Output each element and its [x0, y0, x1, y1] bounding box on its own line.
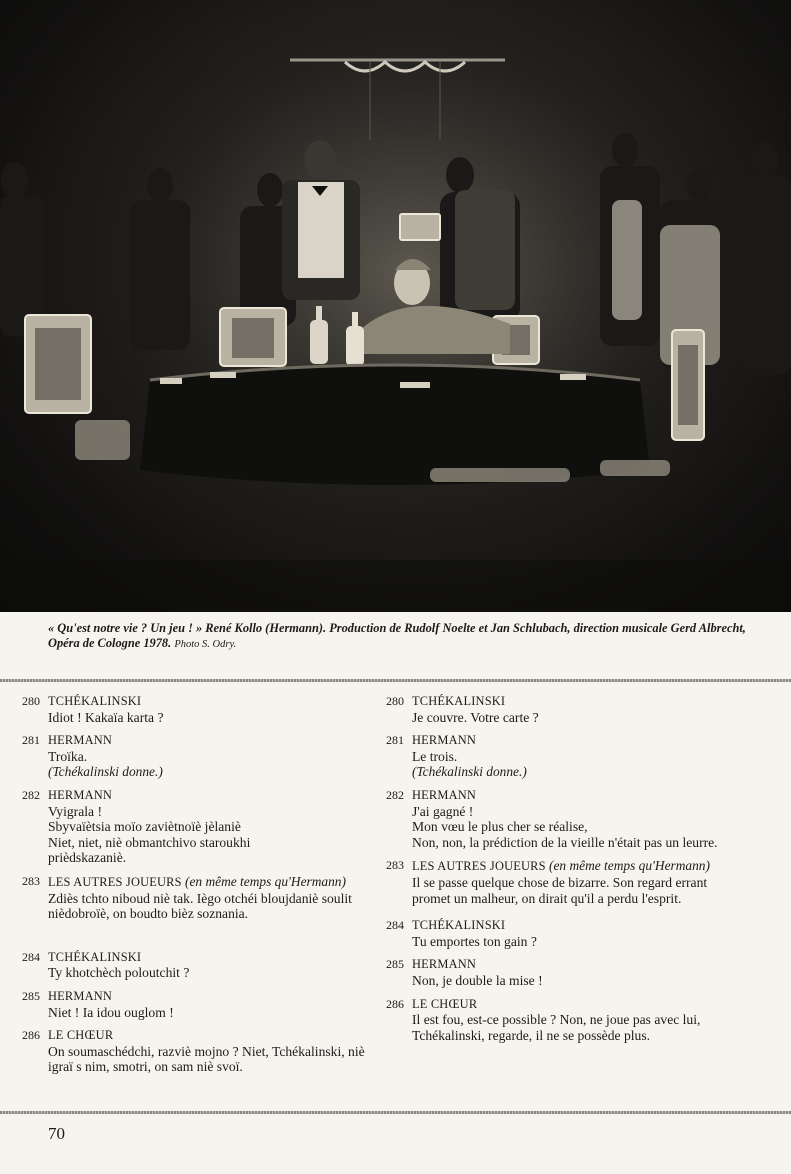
- libretto-entry: [386, 733, 746, 780]
- caption-text: « Qu'est notre vie ? Un jeu ! » René Kollo (Hermann). Production de Rudolf Noelte et Jan Schlubach, direction musicale Gerd Albrecht, Opéra de Cologne 1978.: [48, 621, 746, 650]
- speaker: LES AUTRES JOUEURS: [412, 859, 550, 874]
- libretto-entry: [22, 989, 382, 1020]
- sung-line: Non, je double la mise !: [412, 972, 543, 988]
- speaker: HERMANN: [412, 733, 477, 748]
- sung-line: Mon vœu le plus cher se réalise,: [412, 819, 588, 835]
- stage-direction: (en même temps qu'Hermann): [185, 873, 346, 889]
- sung-line: Ty khotchèch poloutchit ?: [48, 965, 190, 981]
- libretto-entry: [22, 733, 382, 780]
- photo-caption: [48, 621, 748, 652]
- line-number: 283: [386, 858, 404, 873]
- line-number: 280: [22, 694, 40, 708]
- sung-line: prièdskazaniè.: [48, 850, 127, 866]
- sung-line: Zdiès tchto niboud niè tak. Iègo otchéi bloujdaniè soulit nièdobroïè, on boudto bièz soznania.: [48, 890, 352, 922]
- sung-line: Non, non, la prédiction de la vieille n'était pas un leurre.: [412, 834, 718, 850]
- speaker: LE CHŒUR: [48, 1028, 114, 1043]
- libretto-entry: [22, 950, 382, 981]
- speaker: TCHÉKALINSKI: [48, 694, 142, 708]
- libretto-entry: [386, 788, 746, 850]
- line-number: 281: [386, 733, 404, 748]
- line-number: 286: [22, 1028, 40, 1043]
- speaker: TCHÉKALINSKI: [412, 694, 506, 708]
- speaker: HERMANN: [48, 988, 113, 1003]
- line-number: 280: [386, 694, 404, 708]
- stage-direction: (en même temps qu'Hermann): [549, 858, 710, 874]
- libretto-entry: [22, 1028, 382, 1075]
- line-number: 282: [22, 787, 40, 802]
- speaker: LE CHŒUR: [412, 996, 478, 1011]
- speaker: HERMANN: [412, 957, 477, 972]
- speaker: TCHÉKALINSKI: [412, 918, 506, 933]
- line-number: 284: [386, 918, 404, 933]
- libretto-column-translation: [386, 694, 746, 1051]
- line-number: 283: [22, 873, 40, 888]
- sung-line: J'ai gagné !: [412, 803, 474, 819]
- sung-line: Le trois.: [412, 748, 458, 764]
- libretto-column-original: [22, 694, 382, 1083]
- sung-line: On soumaschédchi, razviè mojno ? Niet, Tchékalinski, niè igraï s nim, smotri, on sam niè svoï.: [48, 1043, 365, 1075]
- line-number: 285: [22, 988, 40, 1003]
- libretto-entry: [386, 694, 746, 725]
- divider-top: [0, 679, 791, 682]
- libretto-entry: [22, 788, 382, 866]
- line-number: 284: [22, 949, 40, 964]
- sung-line: Sbyvaïètsia moïo zaviètnoïè jèlaniè: [48, 819, 241, 835]
- libretto-entry: [22, 694, 382, 725]
- sung-line: Niet, niet, niè obmantchivo staroukhi: [48, 834, 251, 850]
- line-number: 286: [386, 996, 404, 1011]
- libretto-entry: [386, 997, 746, 1044]
- sung-line: Je couvre. Votre carte ?: [412, 709, 539, 725]
- speaker: HERMANN: [48, 787, 113, 802]
- speaker: HERMANN: [48, 733, 113, 748]
- sung-line: Tu emportes ton gain ?: [412, 933, 537, 949]
- speaker: HERMANN: [412, 787, 477, 802]
- sung-line: Il est fou, est-ce possible ? Non, ne joue pas avec lui, Tchékalinski, regarde, il ne se possède plus.: [412, 1012, 701, 1043]
- speaker: LES AUTRES JOUEURS: [48, 874, 186, 889]
- libretto-entry: [386, 858, 746, 906]
- stage-direction: (Tchékalinski donne.): [412, 764, 527, 780]
- sung-line: Troïka.: [48, 748, 88, 764]
- libretto-entry: [386, 918, 746, 949]
- sung-line: Il se passe quelque chose de bizarre. Son regard errant promet un malheur, on dirait qu'il a perdu l'esprit.: [412, 874, 708, 906]
- libretto-entry: [386, 957, 746, 988]
- libretto-entry: [22, 874, 382, 922]
- photo-credit: Photo S. Odry.: [174, 639, 237, 650]
- line-number: 281: [22, 733, 40, 748]
- divider-bottom: [0, 1111, 791, 1114]
- sung-line: Niet ! Ia idou ouglom !: [48, 1004, 174, 1020]
- line-number: 282: [386, 787, 404, 802]
- line-number: 285: [386, 957, 404, 972]
- speaker: TCHÉKALINSKI: [48, 949, 142, 964]
- sung-line: Vyigrala !: [48, 803, 102, 819]
- stage-direction: (Tchékalinski donne.): [48, 764, 163, 780]
- page-number: 70: [48, 1124, 65, 1143]
- sung-line: Idiot ! Kakaïa karta ?: [48, 709, 164, 725]
